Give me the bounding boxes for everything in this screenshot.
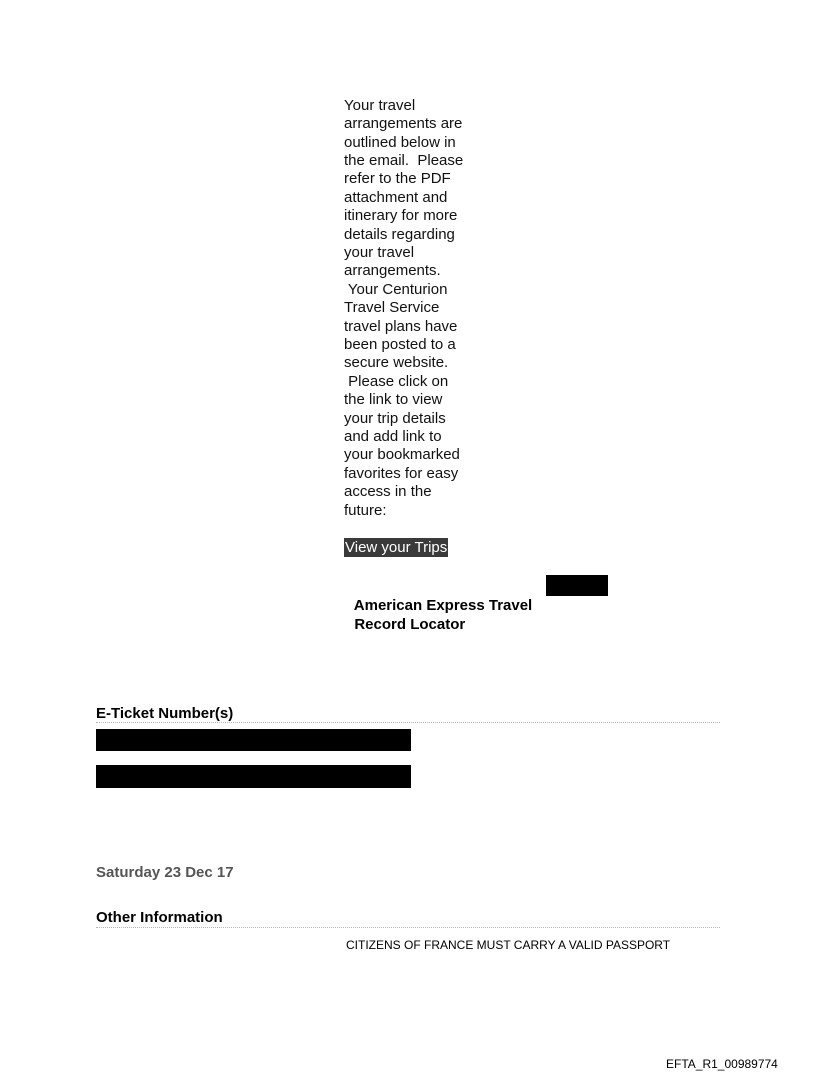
intro-line: Your travel <box>344 97 416 114</box>
intro-line: secure website. <box>344 354 449 371</box>
intro-line: the link to view <box>344 391 443 408</box>
intro-line: the email. Please <box>344 152 464 169</box>
record-locator-line-1: American Express Travel <box>353 597 533 614</box>
view-trips-link[interactable]: View your Trips <box>345 539 448 556</box>
intro-line: your travel <box>344 244 415 261</box>
record-locator-label-2 <box>346 596 465 634</box>
intro-line: travel plans have <box>344 318 458 335</box>
eticket-divider <box>96 722 720 723</box>
record-locator-line-2: Record Locator <box>354 616 466 633</box>
other-info-divider <box>96 927 720 928</box>
eticket-number-redaction <box>96 729 411 751</box>
intro-line: arrangements. <box>344 262 441 279</box>
record-locator-redaction <box>546 575 608 596</box>
intro-line: refer to the PDF <box>344 170 451 187</box>
eticket-number-redaction <box>96 765 411 788</box>
intro-line: Please click on <box>344 373 449 390</box>
intro-line: and add link to <box>344 428 442 445</box>
intro-line: been posted to a <box>344 336 456 353</box>
intro-line: attachment and <box>344 189 448 206</box>
eticket-heading: E-Ticket Number(s) <box>96 705 234 722</box>
other-info-heading: Other Information <box>96 909 223 926</box>
intro-line: future: <box>344 502 387 519</box>
document-id: EFTA_R1_00989774 <box>666 1057 778 1071</box>
intro-line: Your Centurion <box>344 281 448 298</box>
intro-line: itinerary for more <box>344 207 458 224</box>
intro-line: outlined below in <box>344 134 456 151</box>
intro-line: details regarding <box>344 226 455 243</box>
intro-line: your trip details <box>344 410 446 427</box>
intro-line: arrangements are <box>344 115 463 132</box>
intro-line: favorites for easy <box>344 465 459 482</box>
intro-line: access in the <box>344 483 432 500</box>
intro-line: your bookmarked <box>344 446 460 463</box>
intro-line: Travel Service <box>344 299 440 316</box>
trip-date: Saturday 23 Dec 17 <box>96 864 234 881</box>
other-info-text: CITIZENS OF FRANCE MUST CARRY A VALID PASSPORT <box>346 938 671 952</box>
